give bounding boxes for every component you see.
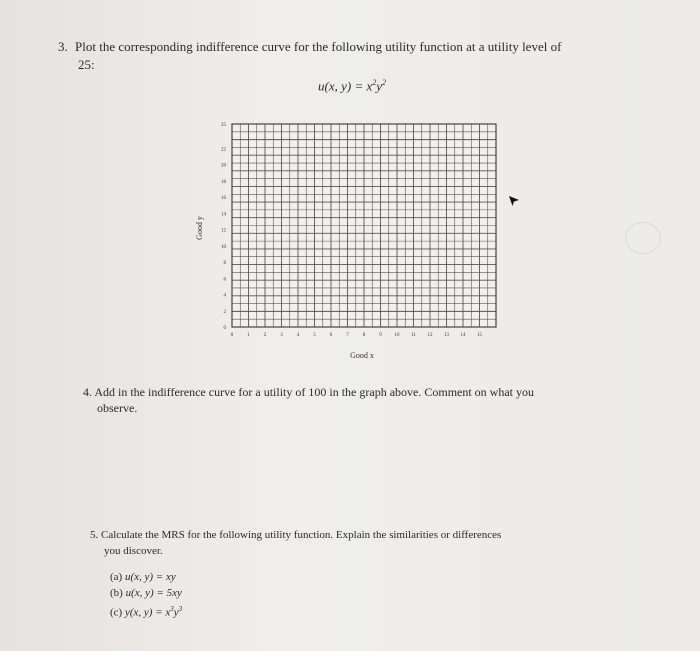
x-tick-labels bbox=[231, 333, 483, 338]
item-expr: y(x, y) = x bbox=[124, 606, 171, 619]
list-item bbox=[110, 569, 182, 585]
x-tick-label: 0 bbox=[230, 333, 234, 338]
formula-base: u(x, y) = x bbox=[318, 78, 373, 94]
x-tick-label: 5 bbox=[313, 333, 316, 338]
x-axis-label: Good x bbox=[350, 351, 374, 360]
item-mid: y bbox=[173, 606, 179, 619]
question-4 bbox=[83, 384, 643, 416]
question-5 bbox=[90, 527, 650, 559]
y-tick-label: 20 bbox=[221, 163, 226, 169]
y-tick-label: 2 bbox=[223, 309, 226, 315]
y-tick-label: 12 bbox=[221, 228, 226, 234]
question-3-text: Plot the corresponding indifference curve for the following utility function at a utility level of bbox=[75, 39, 562, 54]
x-tick-label: 4 bbox=[296, 333, 300, 338]
x-tick-label: 13 bbox=[444, 333, 449, 338]
y-tick-label: 8 bbox=[223, 261, 226, 267]
item-label: (c) bbox=[110, 606, 123, 619]
question-4-text: Add in the indifference curve for a utility of 100 in the graph above. Comment on what you bbox=[94, 385, 535, 399]
y-tick-label: 22 bbox=[221, 147, 226, 153]
item-label: (b) bbox=[110, 587, 123, 599]
x-tick-label: 1 bbox=[247, 333, 250, 338]
x-tick-label: 7 bbox=[346, 333, 349, 338]
x-tick-label: 14 bbox=[460, 333, 466, 338]
x-tick-label: 12 bbox=[427, 333, 433, 338]
list-item bbox=[110, 585, 182, 601]
question-5-items bbox=[110, 569, 182, 617]
item-label: (a) bbox=[110, 571, 123, 583]
question-5-number: 5. bbox=[90, 529, 99, 541]
y-tick-label: 16 bbox=[221, 196, 226, 202]
paper-smudge bbox=[625, 222, 661, 254]
y-axis-label: Good y bbox=[195, 216, 204, 240]
y-tick-label: 14 bbox=[221, 212, 226, 218]
y-tick-label: 4 bbox=[223, 293, 226, 299]
utility-formula bbox=[318, 78, 386, 94]
question-4-number: 4. bbox=[83, 385, 92, 399]
x-tick-label: 8 bbox=[362, 333, 366, 338]
question-5-text: Calculate the MRS for the following utility function. Explain the similarities or differences bbox=[101, 529, 502, 541]
cursor-arrow-icon bbox=[507, 194, 521, 208]
item-expr: u(x, y) = xy bbox=[124, 571, 176, 583]
question-3-text-cont: 25: bbox=[78, 57, 95, 72]
x-tick-label: 15 bbox=[477, 333, 482, 338]
y-tick-label: 18 bbox=[221, 179, 226, 185]
y-tick-label: 10 bbox=[221, 244, 226, 250]
graph-svg bbox=[190, 118, 510, 373]
x-tick-label: 9 bbox=[379, 333, 382, 338]
list-item bbox=[110, 601, 182, 617]
x-tick-label: 11 bbox=[411, 333, 416, 338]
formula-exp-2: 2 bbox=[382, 78, 387, 87]
x-tick-label: 10 bbox=[394, 333, 400, 338]
y-tick-labels bbox=[221, 123, 227, 331]
item-expr: u(x, y) = 5xy bbox=[125, 587, 182, 599]
question-4-text-cont: observe. bbox=[97, 401, 138, 415]
formula-exp-1: 2 bbox=[372, 78, 377, 87]
item-exp-2: 3 bbox=[178, 605, 183, 613]
y-tick-label: 25 bbox=[221, 123, 226, 128]
y-tick-label: 6 bbox=[223, 277, 226, 283]
x-tick-label: 3 bbox=[280, 333, 283, 338]
indifference-graph bbox=[190, 118, 510, 373]
formula-mid: y bbox=[376, 78, 383, 94]
question-5-text-cont: you discover. bbox=[104, 545, 163, 557]
x-tick-label: 6 bbox=[329, 333, 333, 338]
y-tick-label: 0 bbox=[223, 326, 226, 331]
x-tick-label: 2 bbox=[263, 333, 267, 338]
question-3-number: 3. bbox=[58, 39, 68, 54]
item-exp-1: 3 bbox=[170, 605, 174, 613]
